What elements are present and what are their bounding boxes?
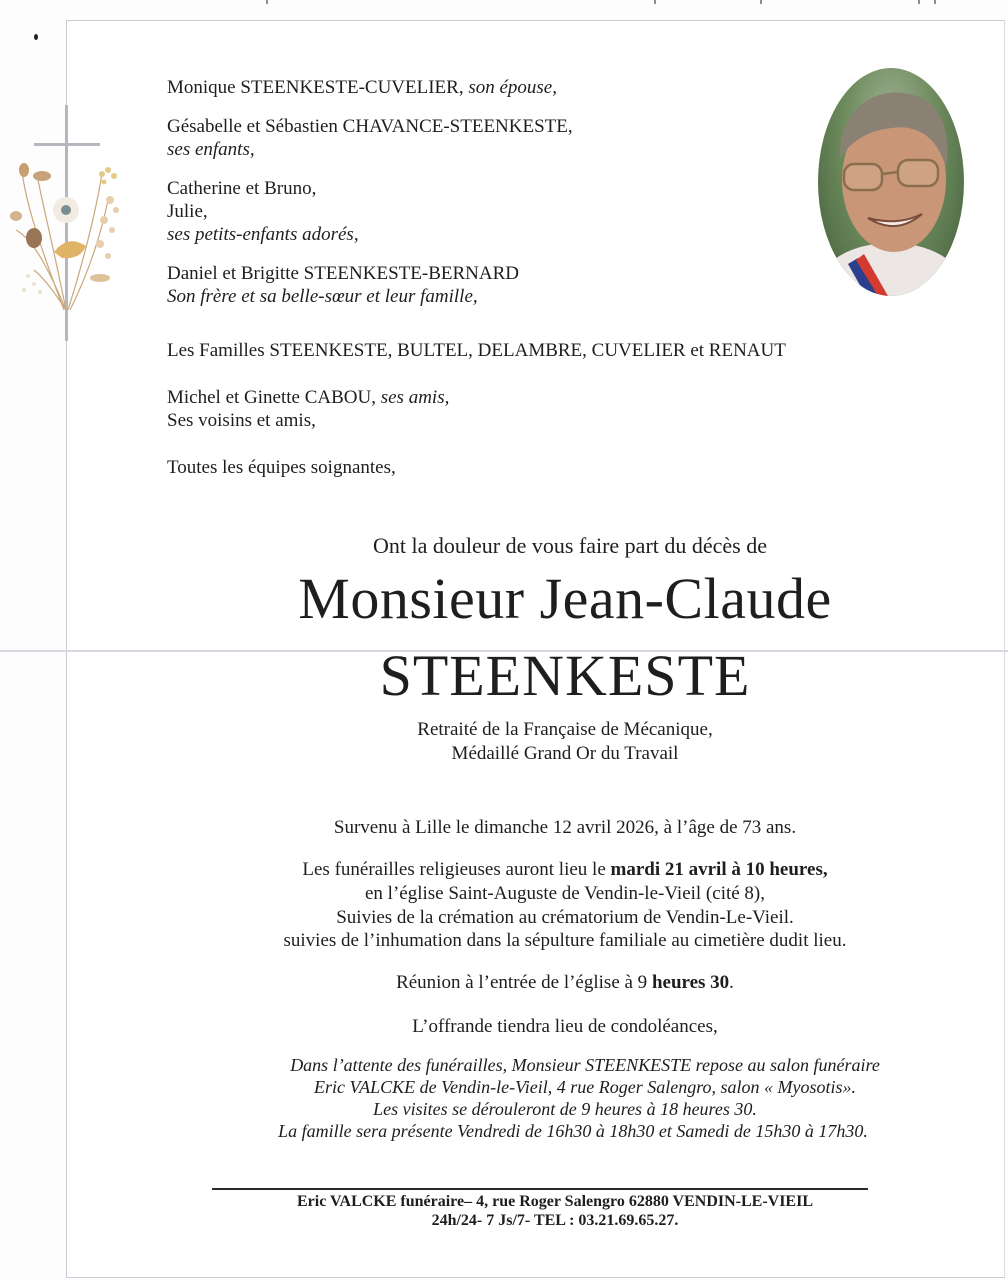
footer-contact: 24h/24- 7 Js/7- TEL : 03.21.69.65.27. (431, 1212, 679, 1229)
visitation-line-2: Eric VALCKE de Vendin-le-Vieil, 4 rue Roger Salengro, salon « Myosotis». (313, 1077, 857, 1097)
footer-divider (212, 1188, 868, 1190)
dried-flowers-icon (4, 160, 132, 320)
family-line-brother: Daniel et Brigitte STEENKESTE-BERNARD Son frère et sa belle-sœur et leur famille, (167, 263, 519, 307)
family-line-care-teams: Toutes les équipes soignantes, (167, 457, 396, 478)
death-details: Survenu à Lille le dimanche 12 avril 2026, à l’âge de 73 ans. (333, 817, 797, 838)
funeral-church: en l’église Saint-Auguste de Vendin-le-Vieil (cité 8), (364, 883, 766, 904)
deceased-title-2: Médaillé Grand Or du Travail (451, 743, 679, 764)
funeral-cremation: Suivies de la crémation au crématorium de Vendin-Le-Vieil. (336, 907, 794, 928)
deceased-name-line1: Monsieur Jean-Claude (298, 566, 832, 631)
family-line-friends: Michel et Ginette CABOU, ses amis, Ses voisins et amis, (167, 387, 450, 431)
funeral-date-line: Les funérailles religieuses auront lieu le mardi 21 avril à 10 heures, (302, 859, 828, 880)
deceased-name-line2: STEENKESTE (379, 643, 751, 708)
footer-address: Eric VALCKE funéraire– 4, rue Roger Salengro 62880 VENDIN-LE-VIEIL (296, 1193, 813, 1210)
funeral-burial: suivies de l’inhumation dans la sépulture familiale au cimetière dudit lieu. (283, 930, 847, 951)
family-line-children: Gésabelle et Sébastien CHAVANCE-STEENKESTE, ses enfants, (167, 116, 573, 160)
announcement-intro: Ont la douleur de vous faire part du décès de (372, 533, 768, 558)
deceased-title-1: Retraité de la Française de Mécanique, (417, 719, 713, 740)
family-line-grandchildren: Catherine et Bruno, Julie, ses petits-enfants adorés, (167, 178, 359, 245)
portrait-photo (818, 68, 964, 296)
visitation-line-1: Dans l’attente des funérailles, Monsieur STEENKESTE repose au salon funéraire (290, 1055, 880, 1075)
offering-note: L’offrande tiendra lieu de condoléances, (412, 1016, 718, 1037)
visitation-line-3: Les visites se dérouleront de 9 heures à 18 heures 30. (373, 1099, 757, 1119)
visitation-line-4: La famille sera présente Vendredi de 16h30 à 18h30 et Samedi de 15h30 à 17h30. (278, 1121, 868, 1141)
family-line-spouse: Monique STEENKESTE-CUVELIER, son épouse, (167, 77, 557, 98)
scan-speck (34, 34, 38, 40)
meeting-time: Réunion à l’entrée de l’église à 9 heures 30. (396, 972, 734, 993)
scan-artifacts (0, 0, 1008, 6)
family-line-families: Les Familles STEENKESTE, BULTEL, DELAMBRE, CUVELIER et RENAUT (167, 340, 786, 361)
